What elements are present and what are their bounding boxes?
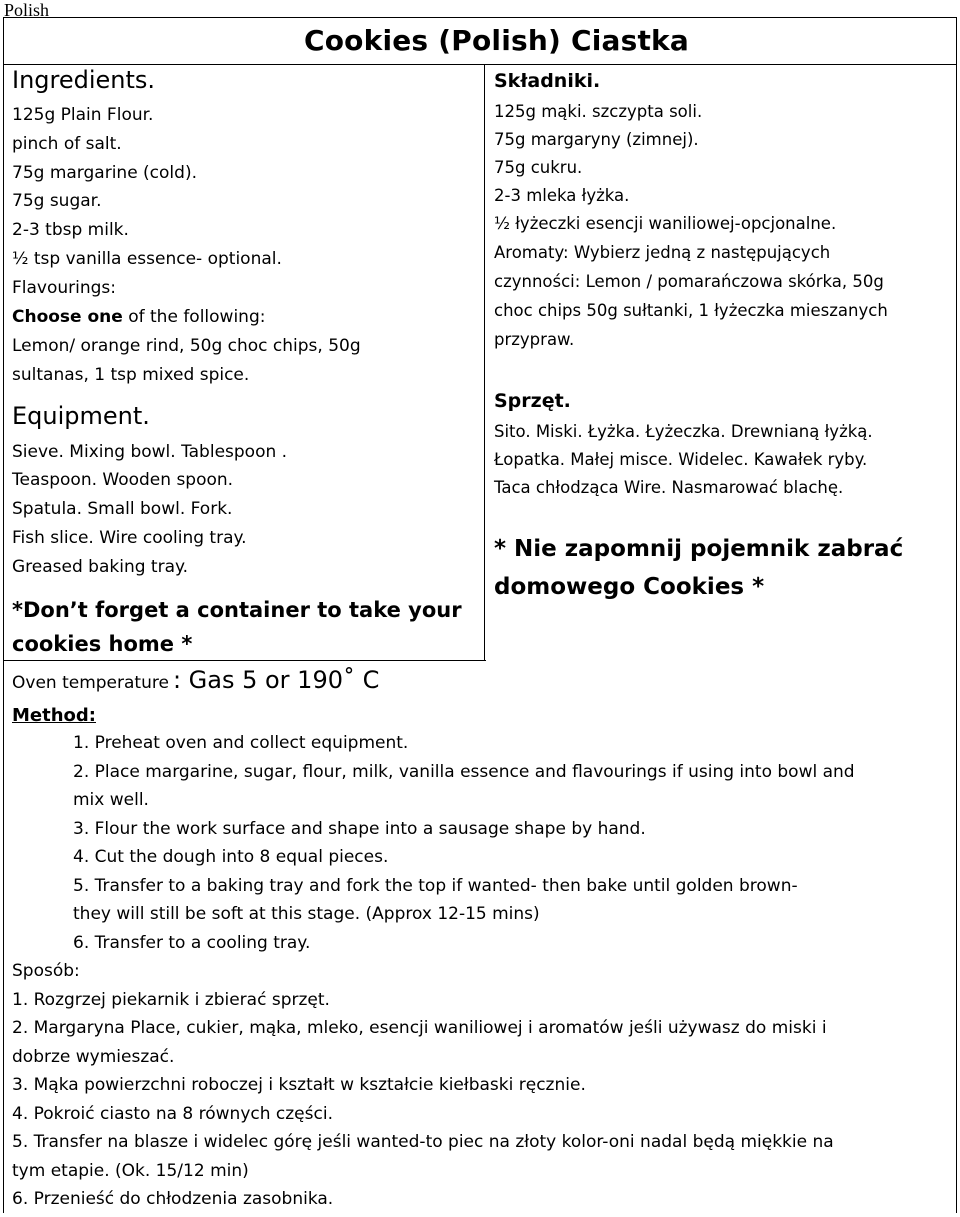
ingredient-item: ½ tsp vanilla essence- optional. xyxy=(12,249,282,269)
ingredient-item: pinch of salt. xyxy=(12,134,122,154)
ingredients-heading: Ingredients. xyxy=(12,66,156,94)
choose-one-emphasis: Choose one xyxy=(12,307,123,327)
sposob-step: 3. Mąka powierzchni roboczej i kształt w kształcie kiełbaski ręcznie. xyxy=(12,1075,586,1095)
choose-rest: of the following: xyxy=(122,307,266,327)
skladnik-item: przypraw. xyxy=(494,330,575,349)
sposob-step: 2. Margaryna Place, cukier, mąka, mleko, esencji waniliowej i aromatów jeśli używasz do miski i xyxy=(12,1018,827,1038)
sprzet-item: Łopatka. Małej misce. Widelec. Kawałek ryby. xyxy=(494,450,868,469)
page-header: Polish xyxy=(4,0,50,20)
equipment-item: Greased baking tray. xyxy=(12,557,189,577)
sprzet-item: Sito. Miski. Łyżka. Łyżeczka. Drewnianą łyżką. xyxy=(494,422,873,441)
equipment-heading: Equipment. xyxy=(12,402,150,430)
oven-label: Oven temperature xyxy=(12,673,169,693)
method-step: 5. Transfer to a baking tray and fork the top if wanted- then bake until golden brown- xyxy=(73,876,798,896)
sposob-step: dobrze wymieszać. xyxy=(12,1047,175,1067)
reminder-pl-line: domowego Cookies * xyxy=(494,574,765,600)
oven-temperature xyxy=(12,666,379,694)
method-heading: Method: xyxy=(12,705,96,726)
ingredient-item: 125g Plain Flour. xyxy=(12,105,154,125)
skladnik-item: ½ łyżeczki esencji waniliowej-opcjonalne. xyxy=(494,214,837,233)
reminder-line: cookies home * xyxy=(12,632,193,656)
ingredient-item: 75g margarine (cold). xyxy=(12,163,197,183)
sposob-step: 1. Rozgrzej piekarnik i zbierać sprzęt. xyxy=(12,990,330,1010)
flavour-line: Lemon/ orange rind, 50g choc chips, 50g xyxy=(12,336,361,356)
skladnik-item: 125g mąki. szczypta soli. xyxy=(494,102,703,121)
reminder-line: *Don’t forget a container to take your xyxy=(12,598,462,622)
equipment-item: Fish slice. Wire cooling tray. xyxy=(12,528,247,548)
sprzet-heading: Sprzęt. xyxy=(494,390,571,412)
skladnik-item: Aromaty: Wybierz jedną z następujących xyxy=(494,243,831,262)
sprzet-item: Taca chłodząca Wire. Nasmarować blachę. xyxy=(494,478,844,497)
sposob-step: 5. Transfer na blasze i widelec górę jeśli wanted-to piec na złoty kolor-oni nadal będą miękkie na xyxy=(12,1132,834,1152)
skladnik-item: choc chips 50g sułtanki, 1 łyżeczka mieszanych xyxy=(494,301,888,320)
sposob-step: 4. Pokroić ciasto na 8 równych części. xyxy=(12,1104,333,1124)
equipment-item: Sieve. Mixing bowl. Tablespoon . xyxy=(12,442,288,462)
skladnik-item: 75g margaryny (zimnej). xyxy=(494,130,699,149)
sposob-heading: Sposób: xyxy=(12,961,80,981)
method-step: 1. Preheat oven and collect equipment. xyxy=(73,733,409,753)
method-step: 2. Place margarine, sugar, flour, milk, vanilla essence and flavourings if using into bowl and xyxy=(73,762,855,782)
method-step: they will still be soft at this stage. (Approx 12-15 mins) xyxy=(73,904,540,924)
page-title: Cookies (Polish) Ciastka xyxy=(304,24,689,57)
column-divider xyxy=(484,64,485,661)
ingredient-item: 75g sugar. xyxy=(12,191,102,211)
method-step: 4. Cut the dough into 8 equal pieces. xyxy=(73,847,389,867)
skladnik-item: 2-3 mleka łyżka. xyxy=(494,186,630,205)
ingredient-item: 2-3 tbsp milk. xyxy=(12,220,129,240)
method-step: 3. Flour the work surface and shape into a sausage shape by hand. xyxy=(73,819,646,839)
oven-value: : Gas 5 or 190˚ C xyxy=(172,666,380,694)
flavourings-label: Flavourings: xyxy=(12,278,117,298)
equipment-item: Teaspoon. Wooden spoon. xyxy=(12,470,234,490)
skladnik-item: czynności: Lemon / pomarańczowa skórka, 50g xyxy=(494,272,884,291)
method-step: mix well. xyxy=(73,790,149,810)
flavour-line: sultanas, 1 tsp mixed spice. xyxy=(12,365,250,385)
sposob-step: tym etapie. (Ok. 15/12 min) xyxy=(12,1161,249,1181)
choose-line xyxy=(12,307,265,327)
table-bottom-divider xyxy=(3,660,486,661)
skladniki-heading: Składniki. xyxy=(494,70,601,92)
reminder-pl-line: * Nie zapomnij pojemnik zabrać xyxy=(494,536,904,562)
method-step: 6. Transfer to a cooling tray. xyxy=(73,933,311,953)
skladnik-item: 75g cukru. xyxy=(494,158,583,177)
sposob-step: 6. Przenieść do chłodzenia zasobnika. xyxy=(12,1189,334,1209)
equipment-item: Spatula. Small bowl. Fork. xyxy=(12,499,233,519)
